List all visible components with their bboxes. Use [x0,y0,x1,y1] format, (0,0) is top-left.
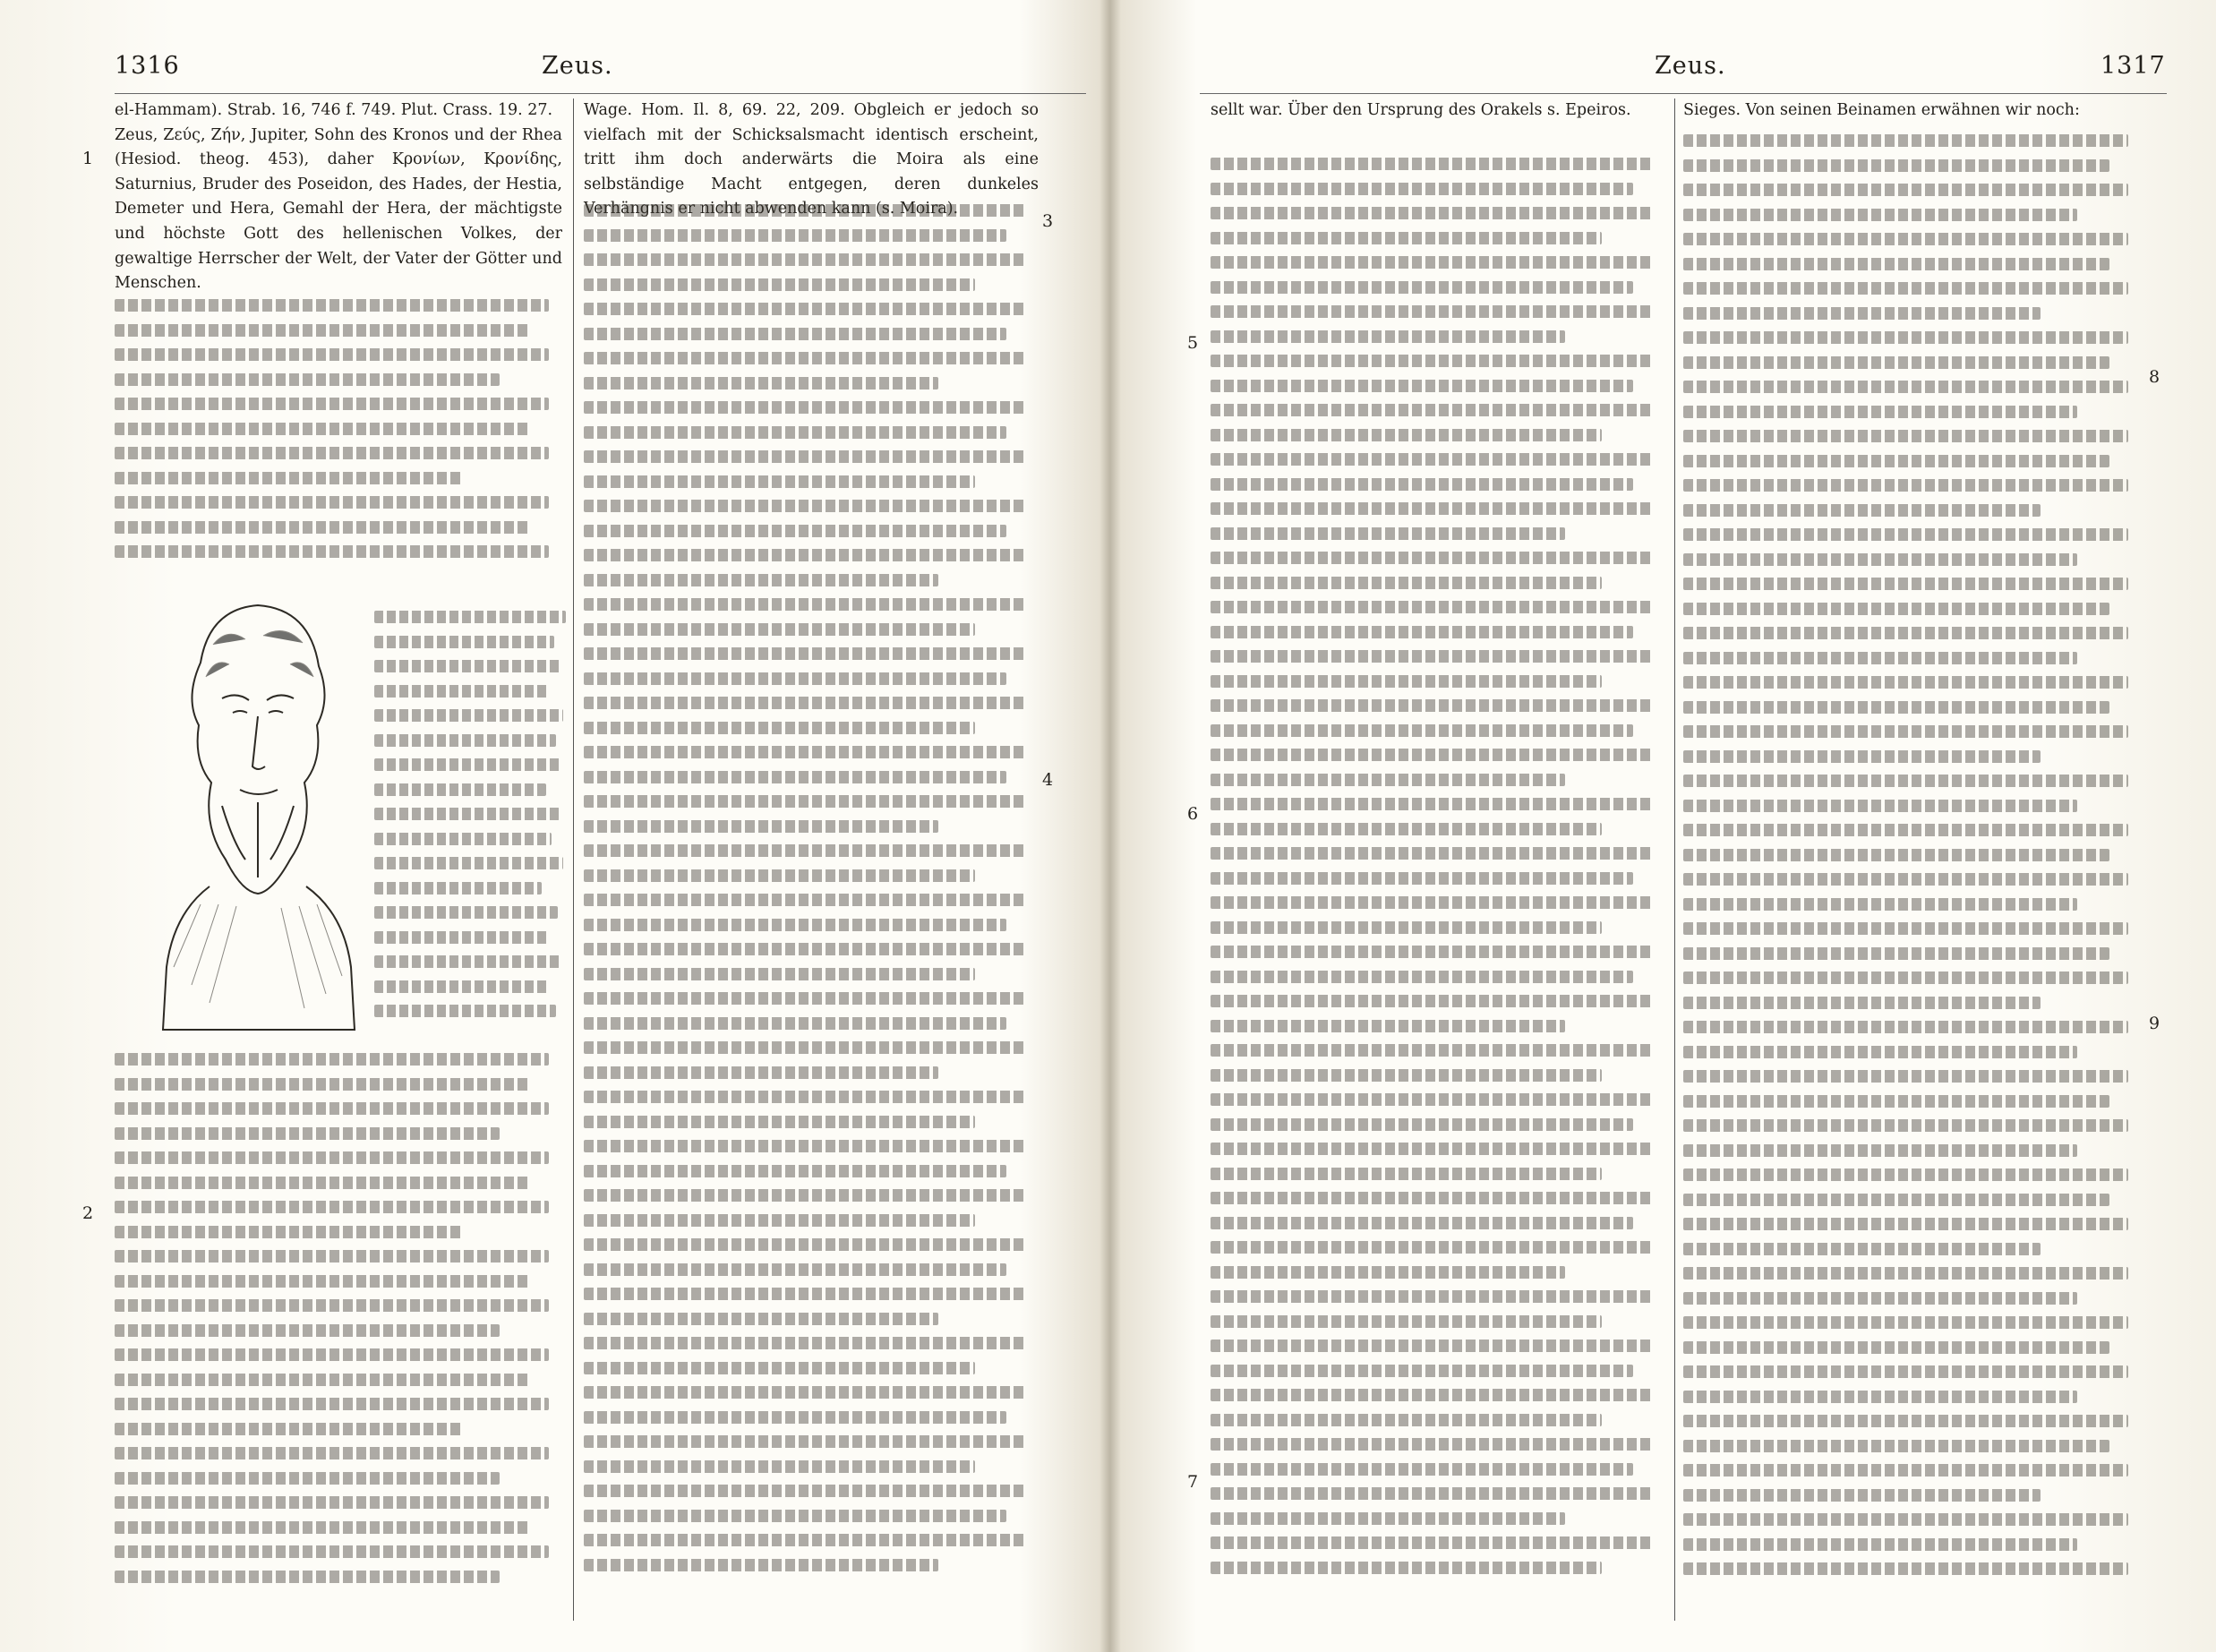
margin-number-7: 7 [1187,1472,1199,1492]
right-column-3-text [1211,98,1665,145]
margin-number-5: 5 [1187,333,1199,353]
right-column-rule [1674,98,1675,1621]
col1-body-lines-b [115,1053,562,1583]
margin-number-2: 2 [82,1203,94,1223]
col4-top-text: Sieges. Von seinen Beinamen erwähnen wir noch: [1683,101,2080,119]
right-running-head: Zeus. [1655,52,1726,80]
left-running-head: Zeus. [542,52,613,80]
col1-narrow-lines [374,611,569,1017]
left-column-rule [573,98,574,1621]
margin-number-9: 9 [2149,1014,2160,1033]
left-header-rule [115,93,1086,94]
zeus-bust-illustration [147,591,369,1037]
col1-top-text: el-Hammam). Strab. 16, 746 f. 749. Plut. Crass. 19. 27. [115,101,553,119]
col3-top-text: sellt war. Über den Ursprung des Orakels s. Epeiros. [1211,101,1631,119]
left-column-2-text [584,98,1039,218]
col1-body-lines-a [115,299,562,558]
margin-number-4: 4 [1042,770,1054,790]
col2-body-lines [584,204,1039,1571]
col1-entry-lead: Zeus, Ζεύς, Ζήν, Jupiter, Sohn des Kronos und der Rhea (Hesiod. theog. 453), daher Κρονίων, Κρονίδης, Saturnius, Bruder des Poseidon, des Hades, der Hestia, Demeter und Hera, Gemahl der Hera, der mächtigste und höchste Gott des hellenischen Volkes, der gewaltige Herrscher der Welt, der Vater der Götter und Menschen. [115,125,562,293]
margin-number-3: 3 [1042,211,1054,231]
right-column-4-text [1683,98,2142,122]
left-column-1-text [115,98,562,293]
margin-number-6: 6 [1187,804,1199,824]
col2-top-text: Wage. Hom. Il. 8, 69. 22, 209. Obgleich er jedoch so vielfach mit der Schicksalsmacht identisch erscheint, tritt ihm doch anderwärts die Moira als eine selbständige Macht entgegen, deren dunkeles Verhängnis er nicht abwenden kann (s. Moira). [584,101,1039,218]
right-page-number: 1317 [2100,52,2166,80]
right-header-rule [1200,93,2167,94]
col3-body-lines [1211,158,1665,1574]
left-page-number: 1316 [115,52,180,80]
margin-number-1: 1 [82,149,94,168]
col4-body-lines [1683,134,2142,1575]
book-gutter [1099,0,1121,1652]
margin-number-8: 8 [2149,367,2160,387]
